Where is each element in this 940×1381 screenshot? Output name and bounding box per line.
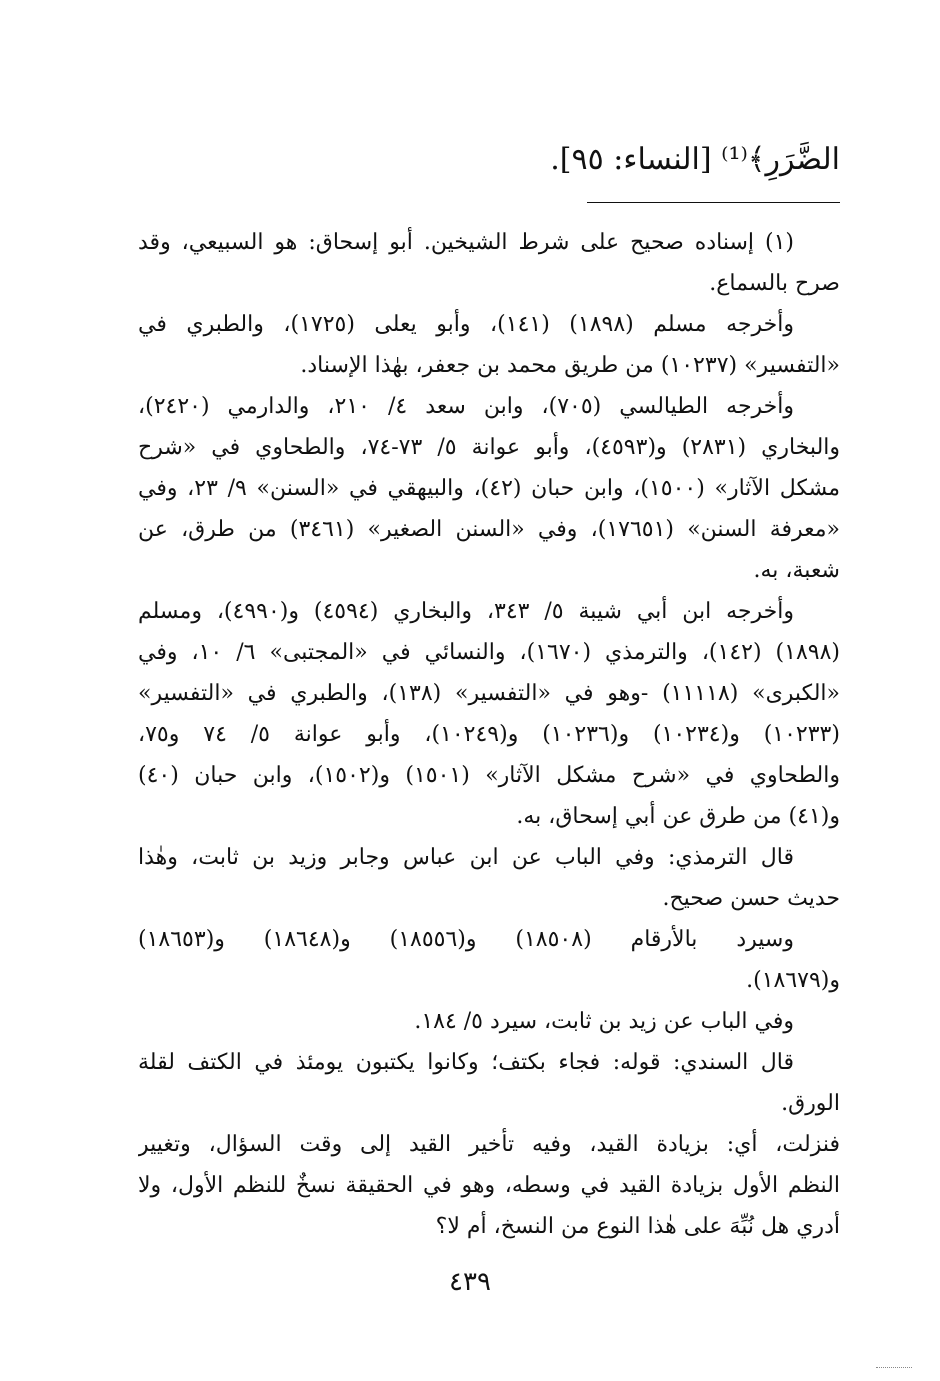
footnote-line: وأخرجه ابن أبي شيبة ٥/ ٣٤٣، والبخاري (٤٥٩٤) و(٤٩٩٠)، ومسلم [138,599,795,624]
footnote-line: والبخاري (٢٨٣١) و(٤٥٩٣)، وأبو عوانة ٥/ ٧٣-٧٤، والطحاوي في «شرح [138,435,840,460]
footnote-line: صرح بالسماع. [709,271,840,296]
footnote-separator [587,202,840,203]
footnote-line: (١) إسناده صحيح على شرط الشيخين. أبو إسحاق: هو السبيعي، وقد [138,230,794,255]
footnote-line: فنزلت، أي: بزيادة القيد، وفيه تأخير القيد إلى وقت السؤال، وتغيير [138,1132,840,1157]
footnote-line: أدري هل نُبِّهَ على هٰذا النوع من النسخ، أم لا؟ [435,1214,840,1239]
footnote-line: قال الترمذي: وفي الباب عن ابن عباس وجابر وزيد بن ثابت، وهٰذا [138,845,794,870]
footnote-line: (١٨٩٨) (١٤٢)، والترمذي (١٦٧٠)، والنسائي في «المجتبى» ٦/ ١٠، وفي [138,640,840,665]
footnote-line: و(١٨٦٧٩). [746,968,840,993]
footnote-line: والطحاوي في «شرح مشكل الآثار» (١٥٠١) و(١٥٠٢)، وابن حبان (٤٠) [138,763,840,788]
footnote-line: شعبة، به. [753,558,840,583]
footnote-line: «معرفة السنن» (١٧٦٥١)، وفي «السنن الصغير» (٣٤٦١) من طرق، عن [138,517,840,542]
footnote-line: الورق. [781,1091,840,1116]
main-text-ending: الضَّرَرِ﴾⁽¹⁾ [النساء: ٩٥]. [550,142,840,177]
footnote-line: قال السندي: قوله: فجاء بكتف؛ وكانوا يكتبون يومئذ في الكتف لقلة [138,1050,794,1075]
footnote-line: مشكل الآثار» (١٥٠٠)، وابن حبان (٤٢)، والبيهقي في «السنن» ٩/ ٢٣، وفي [138,476,840,501]
scan-edge-dots [876,1367,912,1368]
footnote-line: حديث حسن صحيح. [662,886,840,911]
footnote-line: النظم الأول بزيادة القيد في وسطه، وهو في الحقيقة نسخٌ للنظم الأول، ولا [138,1173,840,1198]
footnote-line: وأخرجه الطيالسي (٧٠٥)، وابن سعد ٤/ ٢١٠، والدارمي (٢٤٢٠)، [138,394,795,419]
footnote-line: و(٤١) من طرق عن أبي إسحاق، به. [516,804,840,829]
footnote-line: (١٠٢٣٣) و(١٠٢٣٤) و(١٠٢٣٦) و(١٠٢٤٩)، وأبو عوانة ٥/ ٧٤ و٧٥، [138,722,840,747]
footnotes-block [138,222,840,1247]
footnote-line: «الكبرى» (١١١١٨) -وهو في «التفسير» (١٣٨)، والطبري في «التفسير» [138,681,840,706]
footnote-line: وفي الباب عن زيد بن ثابت، سيرد ٥/ ١٨٤. [414,1009,794,1034]
page-number: ٤٣٩ [449,1267,491,1297]
footnote-line: وسيرد بالأرقام (١٨٥٠٨) و(١٨٥٥٦) و(١٨٦٤٨) و(١٨٦٥٣) [138,927,794,952]
footnote-line: «التفسير» (١٠٢٣٧) من طريق محمد بن جعفر، بهٰذا الإسناد. [300,353,840,378]
footnote-line: وأخرجه مسلم (١٨٩٨) (١٤١)، وأبو يعلى (١٧٢٥)، والطبري في [138,312,794,337]
